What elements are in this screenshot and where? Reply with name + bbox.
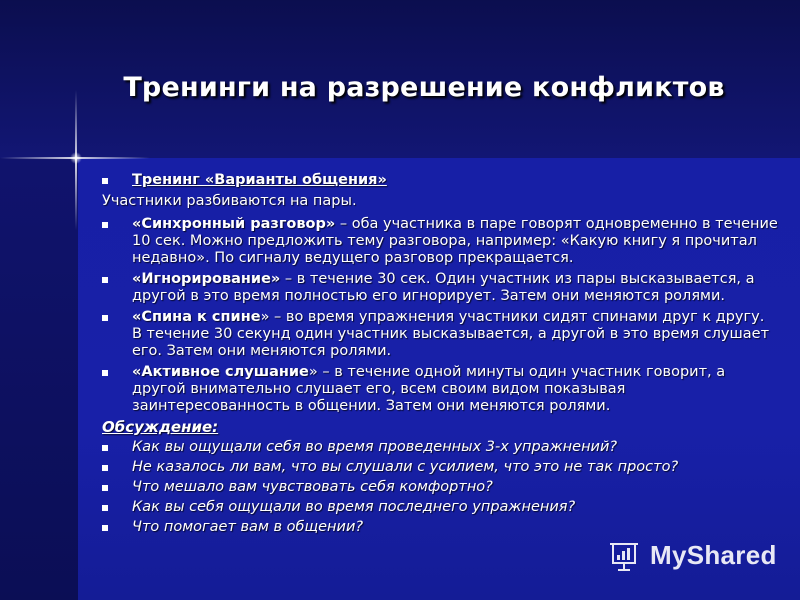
exercise-item bbox=[102, 364, 778, 415]
training-heading: Тренинг «Варианты общения» bbox=[132, 172, 387, 188]
exercise-text: – в течение 30 сек. Один участник из пары высказывается, а другой в это время полностью его игнорирует. Затем они меняются ролями. bbox=[132, 271, 755, 304]
content bbox=[102, 172, 778, 539]
exercise-name: «Активное слушание bbox=[132, 364, 309, 380]
question-item bbox=[102, 519, 778, 536]
question-text: Как вы ощущали себя во время проведенных 3-х упражнений? bbox=[132, 439, 618, 455]
bullet bbox=[102, 370, 108, 376]
bullet bbox=[102, 445, 108, 451]
discussion-heading: Обсуждение: bbox=[102, 418, 219, 436]
bullet bbox=[102, 485, 108, 491]
question-text: Что помогает вам в общении? bbox=[132, 519, 364, 535]
watermark-text: MyShared bbox=[650, 540, 777, 570]
exercise-text: » – в течение одной минуты один участник говорит, а другой внимательно слушает его, всем своим видом показывая заинтересованность в общении. Затем они меняются ролями. bbox=[132, 364, 726, 414]
exercise-item bbox=[102, 309, 778, 360]
slide-title: Тренинги на разрешение конфликтов bbox=[123, 72, 725, 103]
training-intro: Участники разбиваются на пары. bbox=[102, 193, 357, 209]
training-heading-item bbox=[102, 172, 778, 189]
presentation-board-icon bbox=[606, 538, 644, 574]
exercise-item bbox=[102, 271, 778, 305]
question-text: Не казалось ли вам, что вы слушали с усилием, что это не так просто? bbox=[132, 459, 679, 475]
exercise-item bbox=[102, 216, 778, 267]
question-item bbox=[102, 439, 778, 456]
bullet bbox=[102, 525, 108, 531]
exercise-text: » – во время упражнения участники сидят спинами друг к другу. В течение 30 секунд один участник высказывается, а другой в это время слушает его. Затем они меняются ролями. bbox=[132, 309, 770, 359]
bullet bbox=[102, 465, 108, 471]
exercise-name: «Спина к спине bbox=[132, 309, 261, 325]
exercise-name: «Игнорирование» bbox=[132, 271, 281, 287]
question-text: Что мешало вам чувствовать себя комфортно? bbox=[132, 479, 493, 495]
bullet bbox=[102, 222, 108, 228]
bullet bbox=[102, 315, 108, 321]
question-item bbox=[102, 459, 778, 476]
bullet bbox=[102, 277, 108, 283]
exercise-text: – оба участника в паре говорят одновременно в течение 10 сек. Можно предложить тему разговора, например: «Какую книгу я прочитал недавно». По сигналу ведущего разговор прекращается. bbox=[132, 216, 778, 266]
bullet bbox=[102, 505, 108, 511]
question-item bbox=[102, 479, 778, 496]
watermark bbox=[606, 536, 796, 574]
bullet bbox=[102, 178, 108, 184]
exercise-name: «Синхронный разговор» bbox=[132, 216, 336, 232]
question-item bbox=[102, 499, 778, 516]
question-text: Как вы себя ощущали во время последнего упражнения? bbox=[132, 499, 576, 515]
